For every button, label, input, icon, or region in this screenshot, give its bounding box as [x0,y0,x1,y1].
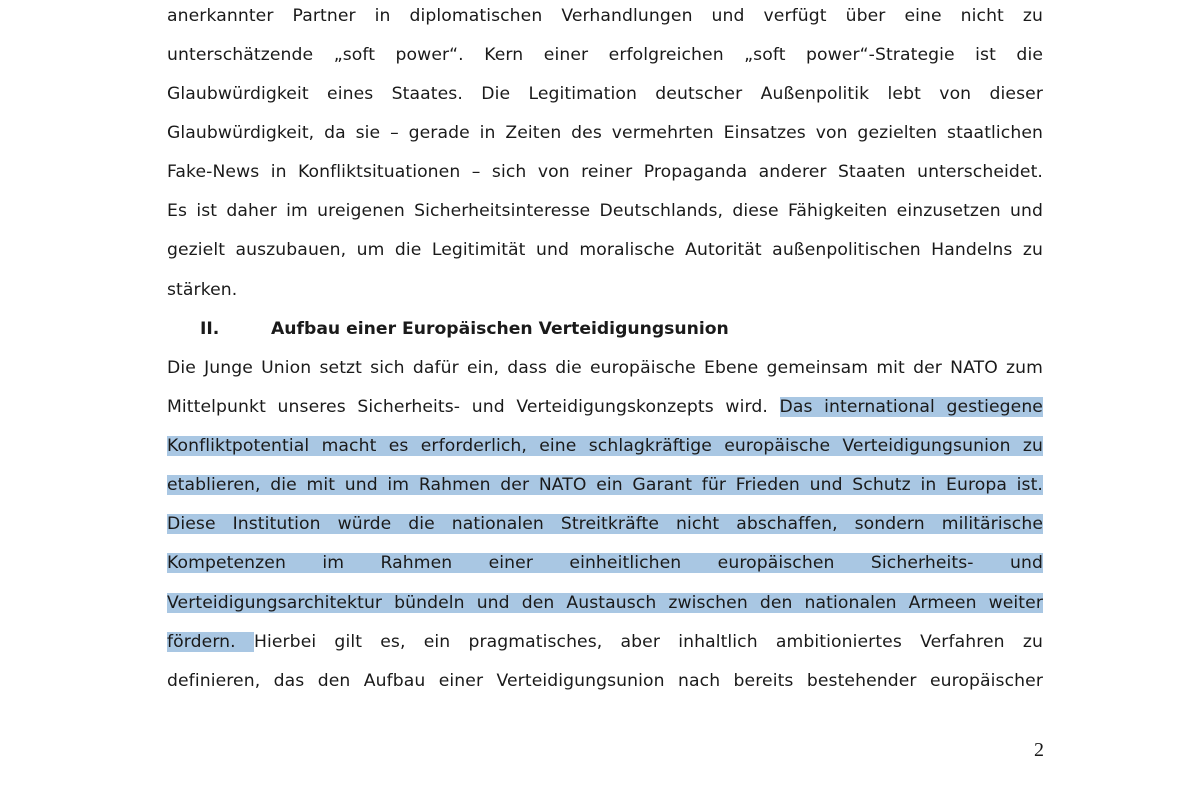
paragraph-line: stärken. [167,280,238,300]
section-heading: Aufbau einer Europäischen Verteidigungsunion [271,319,729,339]
paragraph-line: definieren, das den Aufbau einer Verteidigungsunion nach bereits bestehender europäischer [167,671,1043,691]
page-number: 2 [1034,739,1044,761]
paragraph-line: Fake-News in Konfliktsituationen – sich von reiner Propaganda anderer Staaten unterscheidet. [167,162,1043,182]
paragraph-line: Die Junge Union setzt sich dafür ein, dass die europäische Ebene gemeinsam mit der NATO zum [167,358,1043,378]
highlighted-text[interactable]: Diese Institution würde die nationalen Streitkräfte nicht abschaffen, sondern militärische [167,514,1043,534]
paragraph-line [167,470,1043,500]
highlighted-text[interactable]: Verteidigungsarchitektur bündeln und den Austausch zwischen den nationalen Armeen weiter [167,593,1043,613]
paragraph-line [167,392,1043,422]
paragraph-line: Es ist daher im ureigenen Sicherheitsinteresse Deutschlands, diese Fähigkeiten einzusetzen und [167,201,1043,221]
section-number: II. [200,319,220,339]
highlighted-text[interactable]: Konfliktpotential macht es erforderlich, eine schlagkräftige europäische Verteidigungsunion zu [167,436,1043,456]
paragraph-line [167,588,1043,618]
paragraph-line: Glaubwürdigkeit, da sie – gerade in Zeiten des vermehrten Einsatzes von gezielten staatlichen [167,123,1043,143]
highlighted-text[interactable]: Das international gestiegene [779,397,1043,417]
paragraph-line [167,431,1043,461]
paragraph-line [167,548,1043,578]
paragraph-line [167,627,1043,657]
highlighted-text[interactable]: fördern. [167,632,254,652]
highlighted-text[interactable]: etablieren, die mit und im Rahmen der NATO ein Garant für Frieden und Schutz in Europa ist. [167,475,1043,495]
plain-text: Mittelpunkt unseres Sicherheits- und Verteidigungskonzepts wird. [167,397,780,417]
paragraph-line: gezielt auszubauen, um die Legitimität und moralische Autorität außenpolitischen Handelns zu [167,240,1043,260]
paragraph-line: anerkannter Partner in diplomatischen Verhandlungen und verfügt über eine nicht zu [167,6,1043,26]
highlighted-text[interactable]: Kompetenzen im Rahmen einer einheitlichen europäischen Sicherheits- und [167,553,1043,573]
paragraph-line: Glaubwürdigkeit eines Staates. Die Legitimation deutscher Außenpolitik lebt von dieser [167,84,1043,104]
paragraph-line: unterschätzende „soft power“. Kern einer erfolgreichen „soft power“-Strategie ist die [167,45,1043,65]
paragraph-line [167,509,1043,539]
plain-text: Hierbei gilt es, ein pragmatisches, aber inhaltlich ambitioniertes Verfahren zu [253,632,1043,652]
